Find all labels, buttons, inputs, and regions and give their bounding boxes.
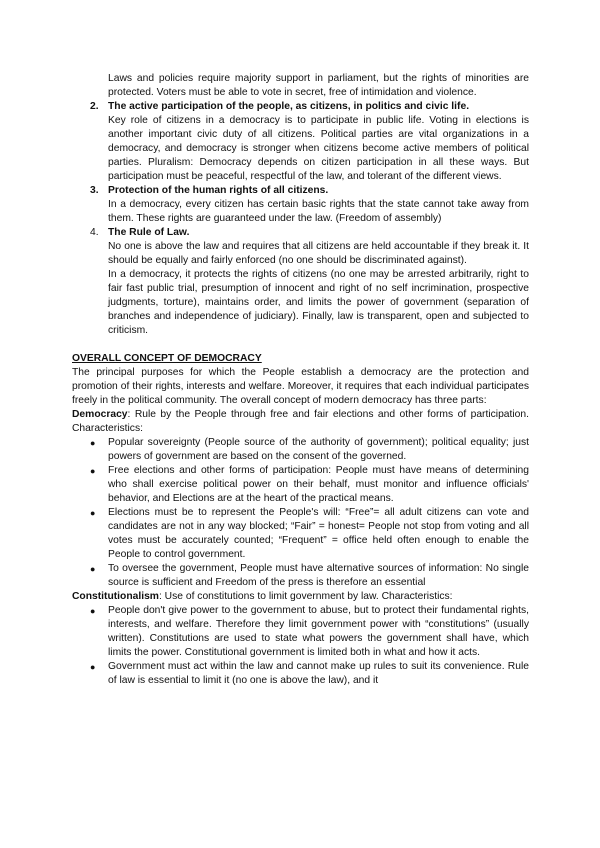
list-item-text: Popular sovereignty (People source of the authority of government); political equality; just powers of government are based on the consent of the governed.: [108, 437, 529, 462]
bullet-icon: ●: [90, 606, 96, 616]
document-page: [72, 72, 529, 688]
section-intro: The principal purposes for which the People establish a democracy are the protection and promotion of their rights, interests and welfare. Moreover, it requires that each individual participates freely in the political community. The overall concept of modern democracy has three parts:: [72, 367, 529, 406]
list-item: [72, 604, 529, 660]
item-paragraph: No one is above the law and requires that all citizens are held accountable if they break it. It should be equally and fairly enforced (no one should be discriminated against).: [108, 241, 529, 266]
list-item-text: Free elections and other forms of participation: People must have means of determining who shall exercise political power on their behalf, must monitor and influence officials' behavior, and Elections are at the heart of the practical means.: [108, 465, 529, 504]
numbered-item: [72, 226, 529, 338]
item-number: 3.: [90, 185, 99, 196]
list-item: [72, 506, 529, 562]
democracy-definition-text: : Rule by the People through free and fair elections and other forms of participation. Characteristics:: [72, 409, 529, 434]
item-number: 2.: [90, 101, 99, 112]
democracy-definition: [72, 408, 529, 436]
bullet-icon: ●: [90, 564, 96, 574]
democracy-term: Democracy: [72, 409, 128, 420]
constitutionalism-term: Constitutionalism: [72, 591, 159, 602]
bullet-icon: ●: [90, 438, 96, 448]
constitutionalism-characteristics-list: [72, 604, 529, 688]
item-paragraph: In a democracy, it protects the rights of citizens (no one may be arrested arbitrarily, right to fair fast public trial, presumption of innocent and right of no self incrimination, prospective judgments, torture), maintains order, and limits the power of government (separation of branches and independence of judiciary). Finally, law is transparent, open and subjected to criticism.: [108, 269, 529, 336]
section-heading: OVERALL CONCEPT OF DEMOCRACY: [72, 353, 262, 364]
list-item: [72, 562, 529, 590]
numbered-item: [72, 100, 529, 184]
bullet-icon: ●: [90, 466, 96, 476]
list-item-text: Government must act within the law and cannot make up rules to suit its convenience. Rule of law is essential to limit it (no one is above the law), and it: [108, 661, 529, 686]
constitutionalism-definition-text: : Use of constitutions to limit government by law. Characteristics:: [158, 591, 453, 602]
list-item-text: People don't give power to the government to abuse, but to protect their fundamental rights, interests, and welfare. Therefore they limit government power with “constitutions” (usually written). Constitutions are used to state what powers the government shall have, which limits the power. Constitutional government is limited both in what and how it acts.: [108, 605, 529, 658]
bullet-icon: ●: [90, 662, 96, 672]
item-number: 4.: [90, 227, 99, 238]
list-item: [72, 660, 529, 688]
item-title: The active participation of the people, as citizens, in politics and civic life.: [108, 101, 470, 112]
constitutionalism-definition: [72, 590, 529, 604]
bullet-icon: ●: [90, 508, 96, 518]
democracy-characteristics-list: [72, 436, 529, 590]
numbered-item: [72, 184, 529, 226]
intro-continuation: Laws and policies require majority support in parliament, but the rights of minorities are protected. Voters must be able to vote in secret, free of intimidation and violence.: [108, 73, 529, 98]
list-item-text: Elections must be to represent the People's will: “Free”= all adult citizens can vote and candidates are not in any way blocked; “Fair” = honest= People not stop from voting and all votes must be accurately counted; “Frequent” = office held often enough to enable the People to control government.: [108, 507, 529, 560]
list-item: [72, 436, 529, 464]
item-title: Protection of the human rights of all citizens.: [108, 185, 329, 196]
list-item: [72, 464, 529, 506]
item-title: The Rule of Law.: [108, 227, 190, 238]
item-paragraph: In a democracy, every citizen has certain basic rights that the state cannot take away from them. These rights are guaranteed under the law. (Freedom of assembly): [108, 199, 529, 224]
list-item-text: To oversee the government, People must have alternative sources of information: No single source is sufficient and Freedom of the press is therefore an essential: [108, 563, 529, 588]
item-paragraph: Key role of citizens in a democracy is to participate in public life. Voting in elections is another important civic duty of all citizens. Political parties are vital organizations in a democracy, and democracy is stronger when citizens become active members of political parties. Pluralism: Democracy depends on citizen participation in all these ways. But participation must be peaceful, respectful of the law, and tolerant of the different views.: [108, 115, 529, 182]
